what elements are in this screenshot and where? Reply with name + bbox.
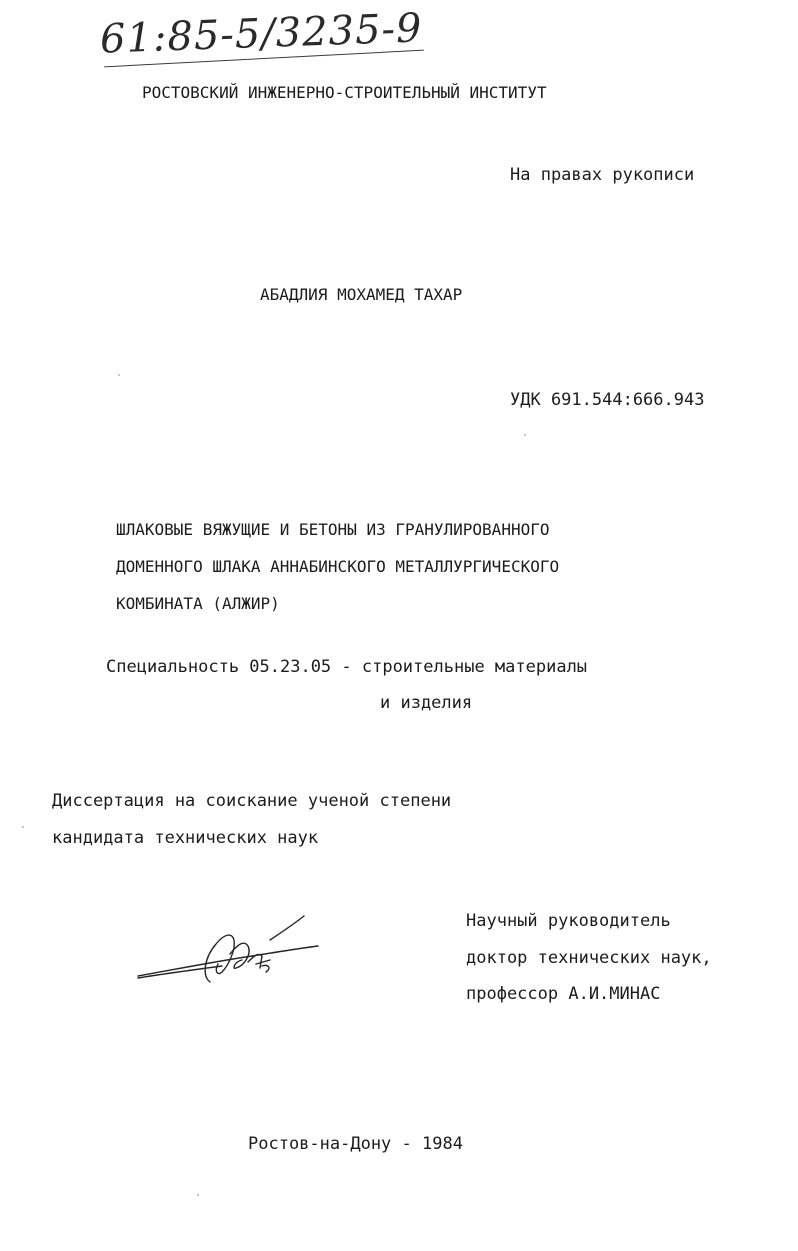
supervisor-line-2: доктор технических наук, (466, 948, 712, 968)
author-name: АБАДЛИЯ МОХАМЕД ТАХАР (260, 285, 463, 304)
scan-speck (118, 374, 120, 376)
place-and-year: Ростов-на-Дону - 1984 (248, 1134, 463, 1154)
specialty-line-1: Специальность 05.23.05 - строительные материалы (106, 657, 588, 677)
scan-speck (197, 1194, 199, 1196)
manuscript-rights: На правах рукописи (510, 165, 695, 185)
supervisor-line-3: профессор А.И.МИНАС (466, 984, 661, 1004)
title-line-2: ДОМЕННОГО ШЛАКА АННАБИНСКОГО МЕТАЛЛУРГИЧЕСКОГО (116, 557, 560, 576)
dissertation-line-1: Диссертация на соискание ученой степени (52, 791, 452, 811)
institute-name: РОСТОВСКИЙ ИНЖЕНЕРНО-СТРОИТЕЛЬНЫЙ ИНСТИТУТ (142, 83, 547, 102)
udc-code: УДК 691.544:666.943 (510, 390, 705, 410)
scan-speck (22, 826, 24, 828)
supervisor-line-1: Научный руководитель (466, 911, 671, 931)
title-line-1: ШЛАКОВЫЕ ВЯЖУЩИЕ И БЕТОНЫ ИЗ ГРАНУЛИРОВАННОГО (116, 520, 550, 539)
dissertation-line-2: кандидата технических наук (52, 828, 319, 848)
archive-stamp: 61:85-5/3235-9 (99, 5, 424, 63)
title-line-3: КОМБИНАТА (АЛЖИР) (116, 594, 280, 613)
scan-speck (524, 434, 526, 436)
signature-image (132, 910, 332, 990)
specialty-line-2: и изделия (380, 693, 473, 713)
